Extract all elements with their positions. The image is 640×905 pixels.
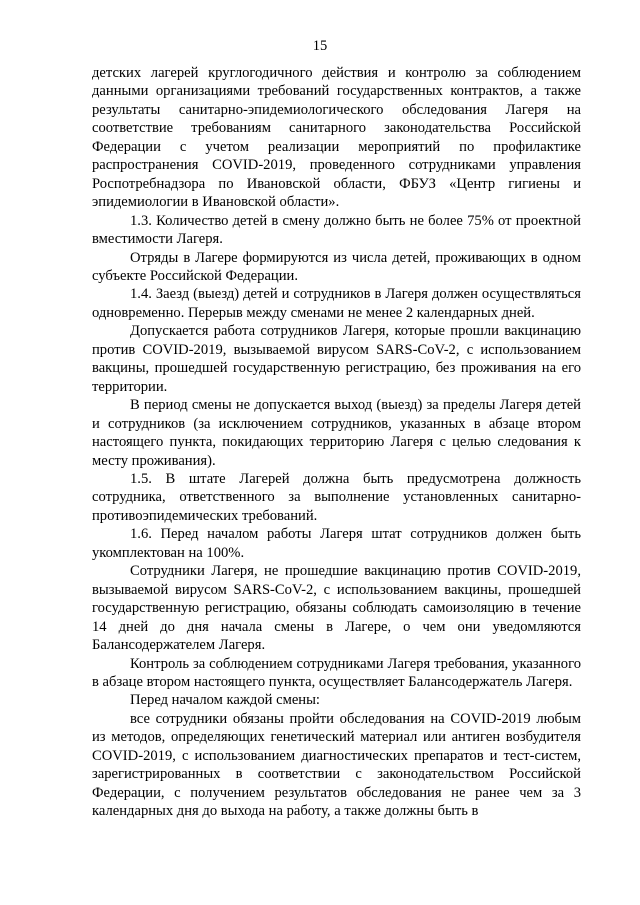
paragraph-1-5: 1.5. В штате Лагерей должна быть предусмотрена должность сотрудника, ответственного за выполнение установленных санитарно-противоэпидемических требований. (92, 470, 581, 524)
paragraph-before-shift: Перед началом каждой смены: (130, 692, 320, 709)
paragraph-testing: все сотрудники обязаны пройти обследования на COVID-2019 любым из методов, определяющих генетический материал или антиген возбудителя COVID-2019, с использованием диагностических препаратов и тест-систем, зарегистрированных в соответствии с законодательством Российской Федерации, с получением результатов обследования не ранее чем за 3 календарных дня до выхода на работу, а также должны быть в (92, 710, 581, 820)
paragraph-exit-ban: В период смены не допускается выход (выезд) за пределы Лагеря детей и сотрудников (за исключением сотрудников, указанных в абзаце втором настоящего пункта, покидающих территорию Лагеря с целью следования к месту проживания). (92, 397, 581, 469)
paragraph-1-3: 1.3. Количество детей в смену должно быть не более 75% от проектной вместимости Лагеря. (92, 212, 581, 248)
paragraph-self-isolation: Сотрудники Лагеря, не прошедшие вакцинацию против COVID-2019, вызываемой вирусом SARS-CoV-2, с использованием вакцины, прошедшей государственную регистрацию, обязаны соблюдать самоизоляцию в течение 14 дней до дня начала смены в Лагере, о чем они уведомляются Балансодержателем Лагеря. (92, 563, 581, 654)
paragraph-continuation: детских лагерей круглогодичного действия и контролю за соблюдением данными организациями требований государственных контрактов, а также результаты санитарно-эпидемиологического обследования Лагеря на соответствие требованиям санитарного законодательства Российской Федерации с учетом реализации мероприятий по профилактике распространения COVID-2019, проведенного сотрудниками управления Роспотребнадзора по Ивановской области, ФБУЗ «Центр гигиены и эпидемиологии в Ивановской области». (92, 65, 581, 211)
paragraph-1-4: 1.4. Заезд (выезд) детей и сотрудников в Лагеря должен осуществляться одновременно. Перерыв между сменами не менее 2 календарных дней. (92, 286, 581, 321)
paragraph-1-6: 1.6. Перед началом работы Лагеря штат сотрудников должен быть укомплектован на 100%. (92, 526, 581, 561)
paragraph-control: Контроль за соблюдением сотрудниками Лагеря требования, указанного в абзаце втором настоящего пункта, осуществляет Балансодержатель Лагеря. (92, 655, 581, 690)
paragraph-squads: Отряды в Лагере формируются из числа детей, проживающих в одном субъекте Российской Федерации. (92, 249, 581, 284)
paragraph-vaccinated-staff: Допускается работа сотрудников Лагеря, которые прошли вакцинацию против COVID-2019, вызываемой вирусом SARS-CoV-2, с использованием вакцины, прошедшей государственную регистрацию, без проживания на его территории. (92, 323, 581, 395)
page-number: 15 (312, 38, 328, 54)
document-body (92, 64, 581, 821)
